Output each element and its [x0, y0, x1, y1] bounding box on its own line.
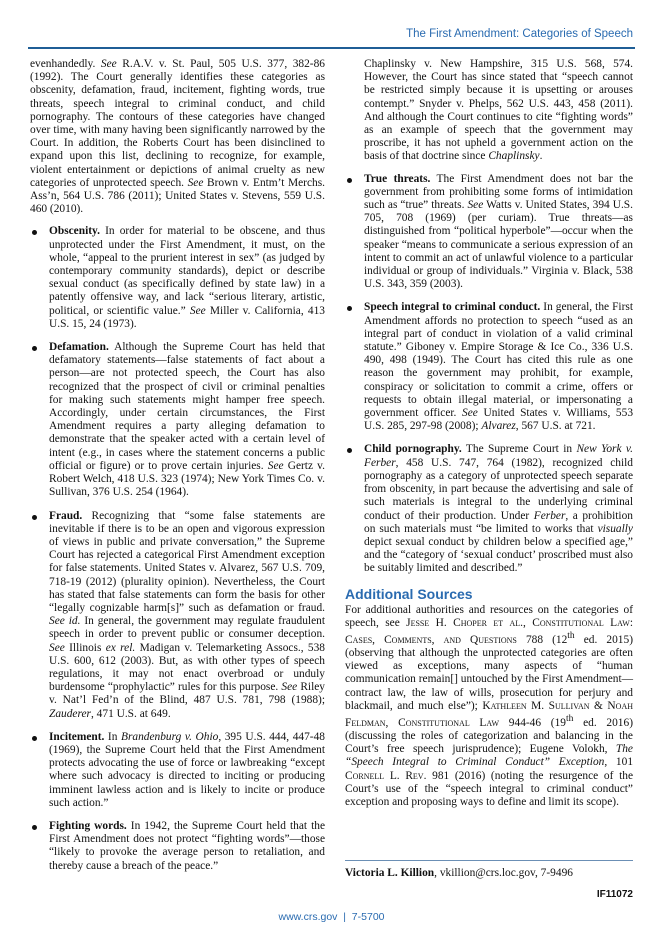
page-footer: www.crs.gov | 7-5700 — [278, 911, 385, 923]
ex-rel: ex rel. — [105, 641, 136, 654]
list-item-fraud — [30, 510, 325, 721]
list-item-defamation — [30, 341, 325, 499]
sources-text: 944-46 (19 — [499, 716, 566, 729]
article-title: The “Speech Integral to Criminal Conduct” Exception — [345, 743, 633, 769]
header-rule — [28, 47, 635, 49]
intro-text: Brown v. Entm’t Merchs. Ass’n, 564 U.S. 786 (2011); United States v. Stevens, 559 U.S. 460 (2010). — [30, 176, 326, 216]
see-signal: See — [189, 304, 206, 317]
category-text: Riley v. Nat’l Fed’n of the Blind, 487 U.S. 781, 798 (1988); — [49, 681, 326, 707]
left-column — [30, 58, 325, 883]
list-item-integral-speech — [345, 301, 633, 433]
see-signal: See — [49, 641, 65, 654]
sources-text: 788 (12 — [516, 633, 568, 646]
see-signal: See — [281, 681, 298, 694]
sources-text: , 101 — [604, 756, 634, 769]
ordinal-superscript: th — [565, 713, 574, 724]
category-term: Obscenity. — [49, 225, 100, 238]
category-text: , 395 U.S. 444, 447-48 (1969), the Supreme Court held that the First Amendment protects advocating the use of force or lawbreaking “except where such advocacy is directed to inciting or producing imminent lawless action and is likely to incite or produce such action.” — [49, 730, 325, 809]
category-text: , 471 U.S. at 649. — [90, 707, 171, 720]
list-item-child-pornography — [345, 443, 633, 575]
category-term: Child pornography. — [364, 443, 462, 456]
ordinal-superscript: th — [567, 630, 575, 641]
category-text: United States v. Williams, 553 U.S. 285, 297-98 (2008); — [364, 407, 634, 433]
category-text: In order for material to be obscene, and thus unprotected under the First Amendment, it must, on the whole, “appeal to the prurient interest in sex” (as judged by contemporary community standards), depict or describe sexual conduct (as specifically defined by state law) in a patently offensive way, and lack “serious literary, artistic, political, or scientific value.” — [49, 225, 325, 317]
list-item-true-threats — [345, 173, 633, 292]
case-name: Brandenburg v. Ohio — [121, 730, 219, 743]
category-term: Fraud. — [49, 509, 83, 522]
category-text: , 458 U.S. 747, 764 (1982), recognized child pornography as a category of unprotected speech separate from obscenity, in part because the advertising and sale of such materials is integral to the underlying criminal conduct of their production. Under — [364, 456, 633, 522]
list-item-fighting-words — [30, 820, 325, 873]
see-signal: See — [100, 58, 117, 70]
book-citation: Kathleen M. Sullivan & Noah Feldman, Constitutional Law — [345, 699, 633, 729]
right-column — [345, 58, 633, 818]
sources-text: 981 (2016) (noting the resurgence of the Court’s use of the “speech integral to criminal conduct” exception and proposing ways to define and limit its scope). — [345, 769, 634, 808]
see-signal: See — [467, 199, 484, 212]
case-name: Zauderer — [49, 707, 91, 720]
see-signal: See — [187, 176, 204, 189]
report-id: IF11072 — [596, 889, 633, 900]
category-text: Gertz v. Robert Welch, 418 U.S. 323 (1974); New York Times Co. v. Sullivan, 376 U.S. 254 (1964). — [49, 459, 325, 499]
category-term: Fighting words. — [49, 819, 127, 832]
category-list — [30, 225, 325, 872]
category-text: Recognizing that “some false statements are inevitable if there is to be an open and vigorous expression of views in public and private conversation,” the Supreme Court has rejected a categorical First Amendment exception for false statements. United States v. Alvarez, 567 U.S. 709, 718-19 (2012) (plurality opinion). Nevertheless, the Court has stated that false statements can form the basis for other “legally cognizable harm[s]” such as defamation or fraud. — [49, 509, 325, 614]
running-title: The First Amendment: Categories of Speech — [406, 28, 633, 40]
category-text: The First Amendment does not bar the government from prohibiting some forms of intimidation such as “true” threats. — [364, 172, 633, 212]
case-name: Chaplinsky — [488, 150, 540, 163]
category-text: In general, the First Amendment affords no protection to speech “used as an integral part of conduct in violation of a valid criminal statute.” Giboney v. Empire Storage & Ice Co., 336 U.S. 490, 498 (1949). The Court has cited this rule as one reason the government may prohibit, for example, conspiracy or solicitation to commit a crime, offers or requests to obtain illegal material, or impersonating a government officer. — [364, 301, 633, 420]
author-line — [345, 860, 633, 879]
author-contact: , vkillion@crs.loc.gov, 7-9496 — [434, 867, 573, 879]
book-citation: Jesse H. Choper et al., Constitutional Law: Cases, Comments, and Questions — [345, 616, 633, 646]
category-text: In — [104, 730, 121, 743]
list-item-incitement — [30, 731, 325, 810]
emphasis: visually — [597, 522, 633, 535]
category-text: Madigan v. Telemarketing Assocs., 538 U.S. 600, 612 (2003). But, as with other types of speech regulations, it may not enact overbroad or unduly burdensome “prophylactic” rules for this purpose. — [49, 641, 325, 694]
category-text: In 1942, the Supreme Court held that the First Amendment does not protect “fighting words”—those “likely to provoke the average person to retaliation, and thereby cause a breach of the peace.” — [49, 819, 325, 872]
section-title-additional-sources: Additional Sources — [345, 585, 473, 602]
fighting-words-continued — [345, 58, 633, 164]
journal-name: Cornell L. Rev. — [345, 769, 427, 782]
case-name: Ferber — [533, 509, 566, 522]
author-name: Victoria L. Killion — [345, 867, 435, 879]
case-name: New York v. Ferber — [364, 443, 633, 469]
intro-paragraph — [30, 58, 325, 216]
intro-text: evenhandedly. — [30, 58, 101, 70]
category-text: , 567 U.S. at 721. — [515, 420, 596, 433]
category-list — [345, 173, 633, 576]
see-signal: See — [462, 407, 478, 420]
category-text: Illinois — [64, 641, 106, 654]
category-text: Chaplinsky v. New Hampshire, 315 U.S. 568, 574. However, the Court has since stated that “speech cannot be restricted simply because it is upsetting or arouses contempt.” Snyder v. Phelps, 562 U.S. 443, 458 (2011). And although the Court continues to cite “fighting words” as an example of speech that the government may proscribe, it has not upheld a government action on the basis of that doctrine since — [364, 58, 633, 163]
sources-text: For additional authorities and resources on the categories of speech, see — [345, 603, 633, 629]
intro-text: R.A.V. v. St. Paul, 505 U.S. 377, 382-86 (1992). The Court generally identifies these categories as obscenity, defamation, fraud, incitement, fighting words, true threats, speech integral to criminal conduct, and child pornography. The contours of these categories have changed over time, with many having been significantly narrowed by the Court. In addition, the Roberts Court has been disinclined to expand upon this list, declining to recognize, for example, violent entertainment or depictions of animal cruelty as new categories of unprotected speech. — [30, 58, 325, 189]
sources-text: ed. 2016) (discussing the roles of categorization and balancing in the Court’s free speech jurisprudence); Eugene Volokh, — [345, 716, 633, 756]
category-text: The Supreme Court in — [461, 443, 577, 456]
sources-text: ed. 2015) (observing that although the unprotected categories are often viewed as exceptions, many aspects of “human communication remain[] untouched by the First Amendment—contract law, the law of wills, prosecution for perjury and blackmail, and much else”); — [345, 633, 633, 712]
category-term: Incitement. — [49, 730, 105, 743]
category-term: True threats. — [364, 172, 431, 185]
category-text: , a prohibition on such materials must “be limited to works that — [364, 509, 633, 535]
category-text: Watts v. United States, 394 U.S. 705, 708 (1969) (per curiam). True threats—as distinguished from “political hyperbole”—occur when the speaker “means to communicate a serious expression of an intent to commit an act of unlawful violence to a particular individual or group of individuals.” Virginia v. Black, 538 U.S. 343, 359 (2003). — [364, 199, 633, 291]
category-text: depict sexual conduct by children below a specified age,” and the “category of ‘sexual conduct’ proscribed must also be suitably limited and described.” — [364, 535, 633, 575]
category-text: . — [539, 150, 543, 163]
case-name: Alvarez — [481, 420, 516, 433]
see-signal: See id. — [49, 615, 81, 628]
category-term: Speech integral to criminal conduct. — [364, 301, 541, 314]
sources-paragraph — [345, 604, 633, 810]
see-signal: See — [267, 459, 284, 472]
category-text: Miller v. California, 413 U.S. 15, 24 (1973). — [49, 304, 325, 330]
list-item-obscenity — [30, 225, 325, 331]
category-text: In general, the government may regulate fraudulent speech in order to prevent public or consumer deception. — [49, 615, 325, 641]
category-text: Although the Supreme Court has held that defamatory statements—false statements of fact about a person—are not protected speech, the Court has also recognized that the prospect of civil or criminal penalties for making such statements might hamper free speech. Accordingly, under certain circumstances, the First Amendment requires a party alleging defamation to demonstrate that the speaker acted with a certain level of intent (e.g., in cases where the statement concerns a public official or figure) or to prove certain injuries. — [49, 341, 325, 472]
category-term: Defamation. — [49, 341, 109, 354]
